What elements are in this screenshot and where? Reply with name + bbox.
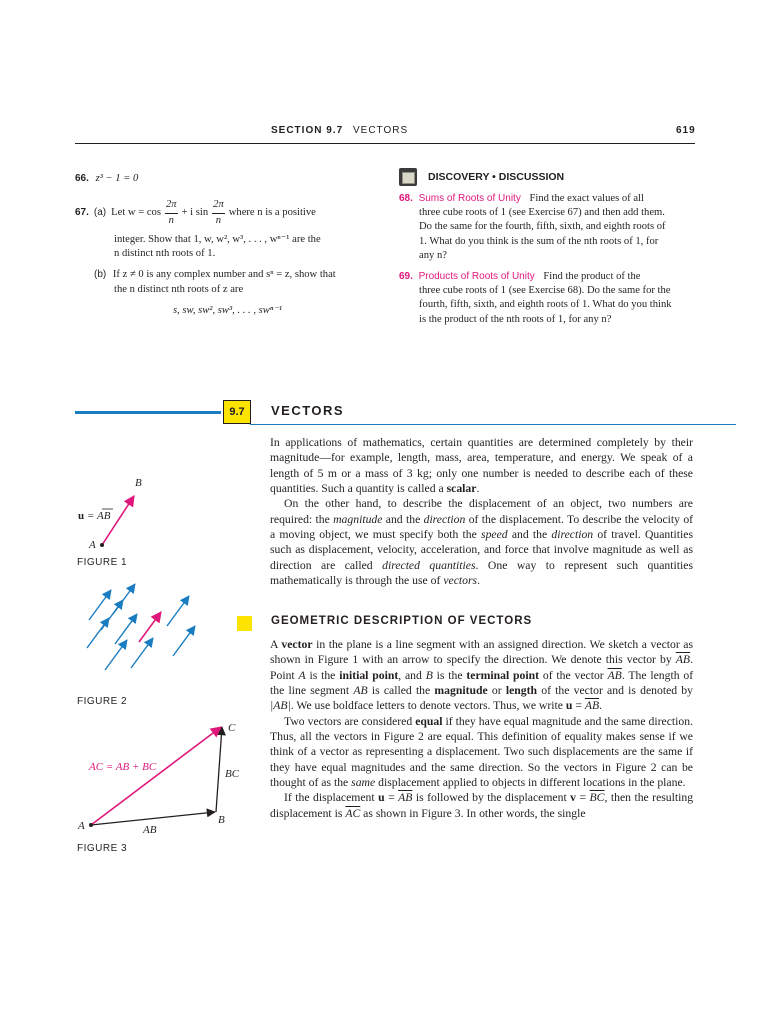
discovery-heading: DISCOVERY • DISCUSSION bbox=[428, 171, 565, 183]
section-rule-left bbox=[75, 411, 221, 414]
vector-ab-label: = AB bbox=[87, 510, 111, 522]
exercise-title: Sums of Roots of Unity bbox=[418, 193, 521, 204]
fraction: 2π n bbox=[165, 199, 177, 226]
point-a-label: A bbox=[78, 820, 85, 832]
figure-1-diagram bbox=[75, 470, 185, 560]
section-title: VECTORS bbox=[271, 403, 345, 418]
exercise-title: Products of Roots of Unity bbox=[418, 271, 535, 282]
part-b-line3: s, sw, sw², sw³, . . . , swⁿ⁻¹ bbox=[173, 304, 282, 316]
exercise-67 bbox=[75, 198, 375, 318]
highlighted-vector-arrow bbox=[139, 612, 161, 642]
section-rule-right bbox=[250, 424, 736, 425]
vector-arrow bbox=[167, 596, 189, 626]
figure-3-label: FIGURE 3 bbox=[77, 843, 128, 854]
exercise-69: 69. Products of Roots of Unity Find the product of the three cube roots of 1 (see Exercise 68). Do the same for the fourth, fifth, sixth, and eighth roots of 1. What do you think is the product of the nth roots of 1, for any n? bbox=[399, 271, 672, 325]
part-a-line3: n distinct nth roots of 1. bbox=[114, 248, 216, 260]
subsection-heading: GEOMETRIC DESCRIPTION OF VECTORS bbox=[271, 615, 533, 627]
plus-i-sin: + i sin bbox=[181, 206, 209, 218]
running-head-title: VECTORS bbox=[353, 125, 409, 136]
point-b-label: B bbox=[218, 814, 225, 826]
page-number: 619 bbox=[676, 125, 696, 136]
part-b-line1: If z ≠ 0 is any complex number and sⁿ = z, show that bbox=[112, 269, 336, 281]
point-c-label: C bbox=[228, 722, 236, 734]
point-a-dot bbox=[89, 823, 93, 827]
vector-ab-label: AB bbox=[143, 824, 157, 836]
running-head bbox=[0, 125, 768, 141]
vector-arrow bbox=[113, 584, 135, 614]
figure-3-diagram bbox=[75, 715, 245, 840]
vector-arrow bbox=[105, 640, 127, 670]
figure-1-label: FIGURE 1 bbox=[77, 557, 128, 568]
fraction: 2π n bbox=[213, 199, 224, 226]
term-vector: vector bbox=[281, 638, 313, 651]
vector-u-label: u bbox=[78, 510, 85, 522]
vector-bc-arrow bbox=[216, 727, 222, 812]
exercise-66 bbox=[75, 172, 138, 186]
header-rule bbox=[75, 143, 695, 144]
part-a-tail: where n is a positive bbox=[228, 206, 316, 218]
part-a-lead: Let w = cos bbox=[111, 206, 161, 218]
vector-ac-arrow bbox=[91, 727, 221, 825]
vector-arrow bbox=[173, 626, 195, 656]
exercise-68: 68. Sums of Roots of Unity Find the exact values of all three cube roots of 1 (see Exercise 67) and then add them. Do the same for the fourth, fifth, sixth, and eighth roots of 1. What do you think is the sum of the nth roots of 1, for any n? bbox=[399, 193, 666, 261]
part-label: (a) bbox=[93, 206, 107, 218]
subsection-marker bbox=[237, 616, 252, 631]
part-b-line2: the n distinct nth roots of z are bbox=[114, 283, 244, 295]
point-a-label: A bbox=[89, 539, 96, 551]
discovery-icon bbox=[399, 168, 417, 186]
exercise-equation: z³ − 1 = 0 bbox=[95, 173, 139, 184]
exercise-number: 69. bbox=[399, 271, 413, 282]
vector-arrow bbox=[89, 590, 111, 620]
exercise-number: 66. bbox=[75, 173, 89, 184]
vector-arrow bbox=[131, 638, 153, 668]
section-badge: 9.7 bbox=[223, 400, 251, 424]
initial-point bbox=[100, 543, 104, 547]
figure-2-label: FIGURE 2 bbox=[77, 696, 128, 707]
part-label: (b) bbox=[94, 269, 107, 281]
term-scalar: scalar bbox=[446, 482, 477, 496]
vector-sum-equation: AC = AB + BC bbox=[89, 761, 157, 773]
exercise-number: 67. bbox=[75, 206, 89, 218]
vector-arrow bbox=[115, 614, 137, 644]
exercise-number: 68. bbox=[399, 193, 413, 204]
figure-2-diagram bbox=[75, 578, 225, 678]
intro-text: In applications of mathematics, certain quantities are determined completely by their magnitude—for example, length, mass, area, temperature, and energy. We speak of a length of 5 m or a mass of 3 kg; only one number is needed to describe each of these quantities. Such a quantity is called a scalar. On the other hand, to describe the displacement of an object, two numbers are required: the magnitude and the direction of the displacement. To describe the velocity of a moving object, we must specify both the speed and the direction of travel. Quantities such as displacement, velocity, acceleration, and force that involve magnitude as well as direction are called directed quantities. One way to represent such quantities mathematically is through the use of vectors. bbox=[270, 436, 694, 588]
geometric-text: A vector in the plane is a line segment with an assigned direction. We sketch a vector as shown in Figure 1 with an arrow to specify the direction. We denote this vector by $\overline{AB}$. Point A is the initial point, and B is the terminal point of the vector $\overline{AB}$. The length of the line segment AB is called the magnitude or length of the vector and is denoted by |AB|. We use boldface letters to denote vectors. Thus, we write $u = \overline{AB}$. Two vectors are considered equal if they have equal magnitude and the same direction. Thus, all the vectors in Figure 2 are equal. This definition of equality makes sense if we think of a vector as representing a displacement. Two such displacements are the same if they have equal magnitudes and the same direction. So the vectors in Figure 2 can be thought of as the same displacement applied to objects in different locations in the plane. If the displacement $u = \overline{AB}$ is followed by the displacement $v = \overline{BC}$, then the resulting displacement is $\overline{AC}$ as shown in Figure 3. In other words, the single bbox=[270, 638, 694, 820]
vector-bc-label: BC bbox=[225, 768, 240, 780]
part-a-line2: integer. Show that 1, w, w², w³, . . . , wⁿ⁻¹ are the bbox=[114, 234, 321, 245]
running-head-section: SECTION 9.7 bbox=[271, 125, 344, 136]
point-b-label: B bbox=[135, 477, 142, 489]
